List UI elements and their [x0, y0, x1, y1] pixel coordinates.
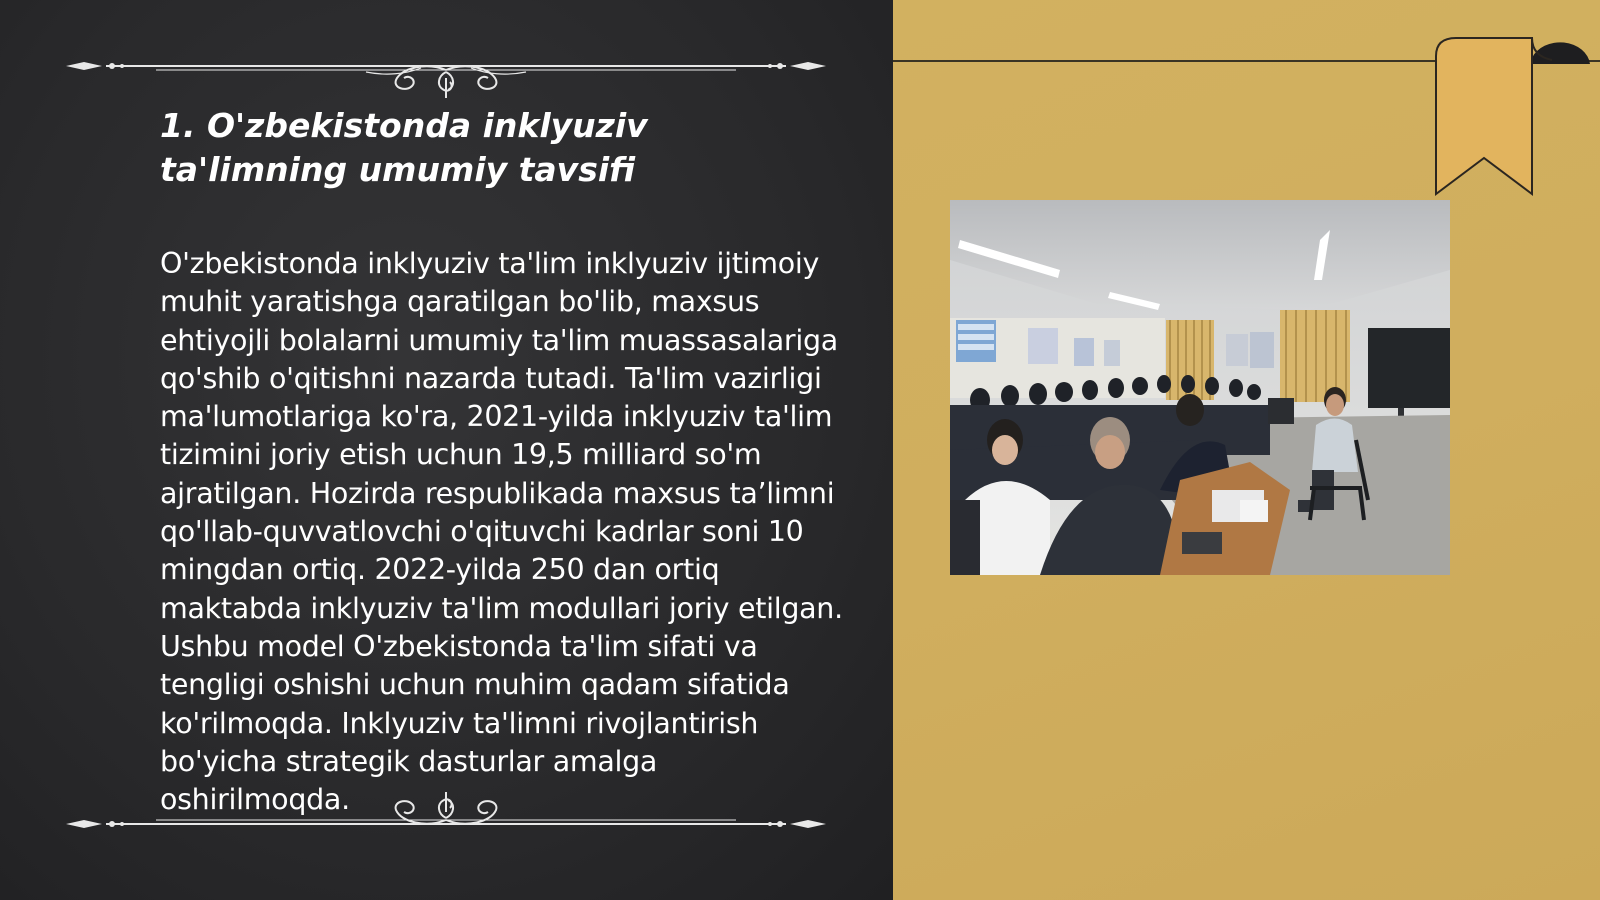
bottom-ornament-icon	[66, 782, 826, 832]
slide-title: 1. O'zbekistonda inklyuziv ta'limning umumiy tavsifi	[160, 106, 648, 189]
classroom-photo	[950, 200, 1450, 575]
top-ornament-icon	[66, 50, 826, 100]
body-paragraph: O'zbekistonda inklyuziv ta'lim inklyuziv ijtimoiy muhit yaratishga qaratilgan bo'lib, maxsus ehtiyojli bolalarni umumiy ta'lim muassasalariga qo'shib o'qitishni nazarda tutadi. Ta'lim vazirligi ma'lumotlariga ko'ra, 2021-yilda inklyuziv ta'lim tizimini joriy etish uchun 19,5 milliard so'm ajratilgan. Hozirda respublikada maxsus ta’limni qo'llab-quvvatlovchi o'qituvchi kadrlar soni 10 mingdan ortiq. 2022-yilda 250 dan ortiq maktabda inklyuziv ta'lim modullari joriy etilgan. Ushbu model O'zbekistonda ta'lim sifati va tengligi oshishi uchun muhim qadam sifatida ko'rilmoqda. Inklyuziv ta'limni rivojlantirish bo'yicha strategik dasturlar amalga oshirilmoqda.	[160, 247, 843, 817]
bookmark-ribbon-icon	[1432, 34, 1592, 199]
